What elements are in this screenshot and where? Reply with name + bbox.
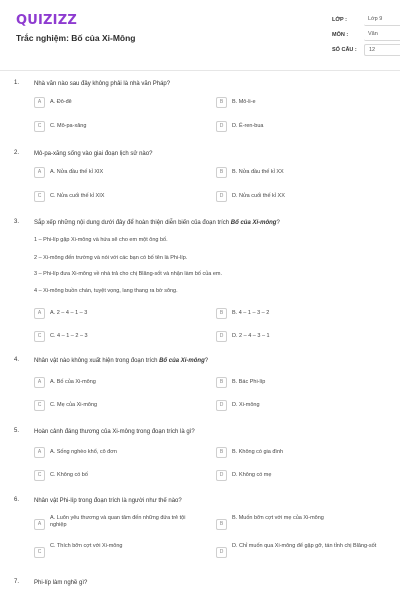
option-a[interactable] — [34, 307, 208, 321]
option-letter: A — [34, 308, 45, 319]
option-text: C. Nửa cuối thế kỉ XIX — [50, 193, 105, 199]
option-letter: D — [216, 400, 227, 411]
option-a[interactable] — [34, 446, 208, 460]
header-divider — [0, 70, 400, 71]
question-text: Phi-líp làm nghề gì? — [34, 580, 88, 586]
option-letter: A — [34, 377, 45, 388]
option-b[interactable] — [216, 166, 390, 180]
question-number: 7. — [14, 579, 20, 585]
option-letter: C — [34, 331, 45, 342]
option-text: B. Bác Phi-líp — [232, 379, 266, 385]
option-text: A. Sống nghèo khổ, cô đơn — [50, 449, 117, 455]
meta-subject-value: Văn — [364, 29, 400, 41]
option-letter: B — [216, 167, 227, 178]
meta-grade-label: LỚP : — [332, 17, 347, 23]
option-letter: C — [34, 191, 45, 202]
option-letter: B — [216, 447, 227, 458]
question-text: Nhân vật Phi-líp trong đoạn trích là người như thế nào? — [34, 498, 182, 504]
sequence-item-2: 2 – Xi-mông đến trường và nói với các bạn có bố tên là Phi-líp. — [34, 255, 188, 261]
option-d[interactable] — [216, 399, 390, 413]
option-d[interactable] — [216, 469, 390, 483]
option-text: D. 2 – 4 – 3 – 1 — [232, 333, 270, 339]
option-text: D. Không có mẹ — [232, 472, 272, 478]
option-text: C. Không có bố — [50, 472, 88, 478]
option-c[interactable] — [34, 120, 208, 134]
option-text: D. Nửa cuối thế kỉ XX — [232, 193, 285, 199]
option-a[interactable] — [34, 96, 208, 110]
option-letter: A — [34, 167, 45, 178]
option-letter: D — [216, 121, 227, 132]
option-d[interactable] — [216, 330, 390, 344]
option-text: A. Bố của Xi-mông — [50, 379, 96, 385]
option-text: B. Muốn bỡn cợt với mẹ của Xi-mông — [232, 515, 324, 521]
option-letter: A — [34, 519, 45, 530]
option-text: C. 4 – 1 – 2 – 3 — [50, 333, 88, 339]
option-letter: C — [34, 547, 45, 558]
question-number: 6. — [14, 497, 20, 503]
question-text: Sắp xếp những nội dung dưới đây để hoàn thiện diễn biến của đoạn trích Bố của Xi-mông? — [34, 220, 280, 226]
option-b[interactable] — [216, 514, 390, 536]
quizizz-logo: QUIZIZZ — [16, 13, 77, 28]
option-text: A. 2 – 4 – 1 – 3 — [50, 310, 88, 316]
option-text: C. Mẹ của Xi-mông — [50, 402, 98, 408]
option-b[interactable] — [216, 96, 390, 110]
option-letter: A — [34, 447, 45, 458]
option-letter: D — [216, 470, 227, 481]
option-d[interactable] — [216, 190, 390, 204]
option-d[interactable] — [216, 120, 390, 134]
option-c[interactable] — [34, 542, 208, 564]
question-number: 5. — [14, 428, 20, 434]
option-text: B. Không có gia đình — [232, 449, 284, 455]
option-letter: C — [34, 121, 45, 132]
sequence-item-3: 3 – Phi-líp đưa Xi-mông về nhà trả cho chị Blăng-sốt và nhận làm bố của em. — [34, 271, 223, 277]
option-a[interactable] — [34, 376, 208, 390]
question-text: Hoàn cảnh đáng thương của Xi-mông trong đoạn trích là gì? — [34, 429, 195, 435]
option-text: D. Ê-ren-bua — [232, 123, 264, 129]
option-letter: B — [216, 308, 227, 319]
option-text: B. Nửa đầu thế kỉ XX — [232, 169, 284, 175]
option-c[interactable] — [34, 330, 208, 344]
option-text: A. Nửa đầu thế kỉ XIX — [50, 169, 104, 175]
question-number: 2. — [14, 150, 20, 156]
option-text: D. Chỉ muốn qua Xi-mông để gặp gỡ, tán tỉnh chị Blăng-sốt — [232, 543, 377, 549]
option-text: C. Thích bỡn cợt với Xi-mông — [50, 543, 123, 549]
option-b[interactable] — [216, 307, 390, 321]
option-c[interactable] — [34, 399, 208, 413]
option-b[interactable] — [216, 376, 390, 390]
option-text: C. Mô-pa-xăng — [50, 123, 87, 129]
worksheet-title: Trắc nghiệm: Bố của Xi-Mông — [16, 33, 136, 43]
option-text: A. Đô-đê — [50, 99, 72, 105]
option-letter: C — [34, 470, 45, 481]
sequence-item-1: 1 – Phi-líp gặp Xi-mông và hứa sẽ cho em một ông bố. — [34, 237, 168, 243]
worksheet-header — [0, 0, 400, 62]
option-text: B. 4 – 1 – 3 – 2 — [232, 310, 270, 316]
option-c[interactable] — [34, 190, 208, 204]
option-letter: D — [216, 191, 227, 202]
option-letter: C — [34, 400, 45, 411]
option-letter: A — [34, 97, 45, 108]
option-text: B. Mô-li-e — [232, 99, 256, 105]
option-text: A. Luôn yêu thương và quan tâm đến những đứa trẻ tội nghiệp — [50, 515, 186, 528]
question-number: 3. — [14, 219, 20, 225]
meta-count-label: SỐ CÂU : — [332, 47, 357, 53]
meta-count-value: 12 — [364, 44, 400, 56]
option-letter: D — [216, 331, 227, 342]
option-text: D. Xi-mông — [232, 402, 260, 408]
option-letter: B — [216, 519, 227, 530]
question-number: 4. — [14, 357, 20, 363]
option-b[interactable] — [216, 446, 390, 460]
option-letter: D — [216, 547, 227, 558]
meta-subject-label: MÔN : — [332, 32, 349, 38]
option-a[interactable] — [34, 514, 208, 536]
question-text: Mô-pa-xăng sống vào giai đoạn lịch sử nào? — [34, 151, 153, 157]
question-number: 1. — [14, 80, 20, 86]
meta-grade-value: Lớp 9 — [364, 14, 400, 26]
option-a[interactable] — [34, 166, 208, 180]
option-c[interactable] — [34, 469, 208, 483]
question-text: Nhà văn nào sau đây không phải là nhà văn Pháp? — [34, 81, 171, 87]
sequence-item-4: 4 – Xi-mông buồn chán, tuyệt vọng, lang thang ra bờ sông. — [34, 288, 178, 294]
question-text: Nhân vật nào không xuất hiện trong đoạn trích Bố của Xi-mông? — [34, 358, 209, 364]
option-d[interactable] — [216, 542, 390, 564]
option-letter: B — [216, 97, 227, 108]
option-letter: B — [216, 377, 227, 388]
